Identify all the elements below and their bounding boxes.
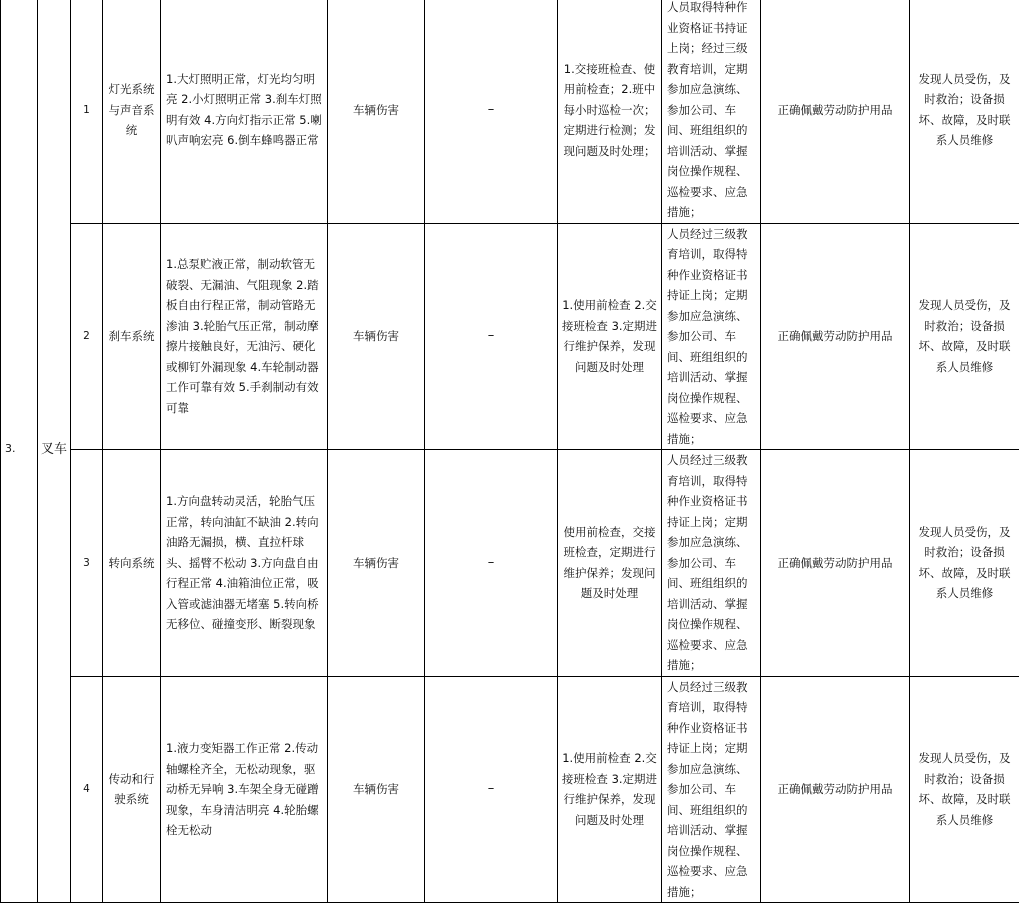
hazard-type: 车辆伤害	[328, 676, 425, 903]
engineering-measures: –	[425, 676, 558, 903]
training-measures: 人员经过三级教育培训，取得特种作业资格证书持证上岗；定期参加应急演练、参加公司、车间、班组组织的培训活动、掌握岗位操作规程、巡检要求、应急措施；	[662, 450, 761, 677]
emergency-measures: 发现人员受伤，及时救治；设备损坏、故障，及时联系人员维修	[910, 450, 1019, 677]
system-name: 刹车系统	[103, 223, 161, 450]
engineering-measures: –	[425, 450, 558, 677]
emergency-measures: 发现人员受伤，及时救治；设备损坏、故障，及时联系人员维修	[910, 223, 1019, 450]
row-number: 2	[71, 223, 103, 450]
training-measures: 人员经过三级教育培训，取得特种作业资格证书持证上岗；定期参加应急演练、参加公司、车间、班组组织的培训活动、掌握岗位操作规程、巡检要求、应急措施；	[662, 223, 761, 450]
device-name: 叉车	[38, 0, 71, 903]
system-name: 传动和行驶系统	[103, 676, 161, 903]
training-measures: 人员经过三级教育培训，取得特种作业资格证书持证上岗；定期参加应急演练、参加公司、车间、班组组织的培训活动、掌握岗位操作规程、巡检要求、应急措施；	[662, 676, 761, 903]
row-number: 3	[71, 450, 103, 677]
ppe-measures: 正确佩戴劳动防护用品	[761, 676, 910, 903]
emergency-measures: 发现人员受伤，及时救治；设备损坏、故障，及时联系人员维修	[910, 0, 1019, 223]
hazard-type: 车辆伤害	[328, 223, 425, 450]
hazard-type: 车辆伤害	[328, 450, 425, 677]
check-items: 1.大灯照明正常，灯光均匀明亮 2.小灯照明正常 3.刹车灯照明有效 4.方向灯指示正常 5.喇叭声响宏亮 6.倒车蜂鸣器正常	[161, 0, 328, 223]
row-number: 1	[71, 0, 103, 223]
hazard-type: 车辆伤害	[328, 0, 425, 223]
group-seq: 3.	[1, 0, 38, 903]
emergency-measures: 发现人员受伤，及时救治；设备损坏、故障，及时联系人员维修	[910, 676, 1019, 903]
check-items: 1.液力变矩器工作正常 2.传动轴螺栓齐全，无松动现象，驱动桥无异响 3.车架全身无碰蹭现象，车身清洁明亮 4.轮胎螺栓无松动	[161, 676, 328, 903]
ppe-measures: 正确佩戴劳动防护用品	[761, 0, 910, 223]
management-measures: 1.交接班检查、使用前检查；2.班中每小时巡检一次；定期进行检测；发现问题及时处理；	[558, 0, 662, 223]
training-measures: 人员取得特种作业资格证书持证上岗；经过三级教育培训，定期参加应急演练、参加公司、车间、班组组织的培训活动、掌握岗位操作规程、巡检要求、应急措施；	[662, 0, 761, 223]
row-number: 4	[71, 676, 103, 903]
engineering-measures: –	[425, 0, 558, 223]
system-name: 灯光系统与声音系统	[103, 0, 161, 223]
table-row	[1, 450, 1019, 677]
table-row	[1, 223, 1019, 450]
ppe-measures: 正确佩戴劳动防护用品	[761, 450, 910, 677]
ppe-measures: 正确佩戴劳动防护用品	[761, 223, 910, 450]
check-items: 1.总泵贮液正常，制动软管无破裂、无漏油、气阻现象 2.踏板自由行程正常，制动管路无渗油 3.轮胎气压正常，制动摩擦片接触良好，无油污、硬化或柳钉外漏现象 4.车轮制动器工作可靠有效 5.手刹制动有效可靠	[161, 223, 328, 450]
engineering-measures: –	[425, 223, 558, 450]
table-row	[1, 676, 1019, 903]
system-name: 转向系统	[103, 450, 161, 677]
table-row	[1, 0, 1019, 223]
management-measures: 1.使用前检查 2.交接班检查 3.定期进行维护保养，发现问题及时处理	[558, 223, 662, 450]
check-items: 1.方向盘转动灵活，轮胎气压正常，转向油缸不缺油 2.转向油路无漏损，横、直拉杆球头、摇臂不松动 3.方向盘自由行程正常 4.油箱油位正常，吸入管或滤油器无堵塞 5.转向桥无移位、碰撞变形、断裂现象	[161, 450, 328, 677]
management-measures: 1.使用前检查 2.交接班检查 3.定期进行维护保养，发现问题及时处理	[558, 676, 662, 903]
management-measures: 使用前检查，交接班检查，定期进行维护保养；发现问题及时处理	[558, 450, 662, 677]
